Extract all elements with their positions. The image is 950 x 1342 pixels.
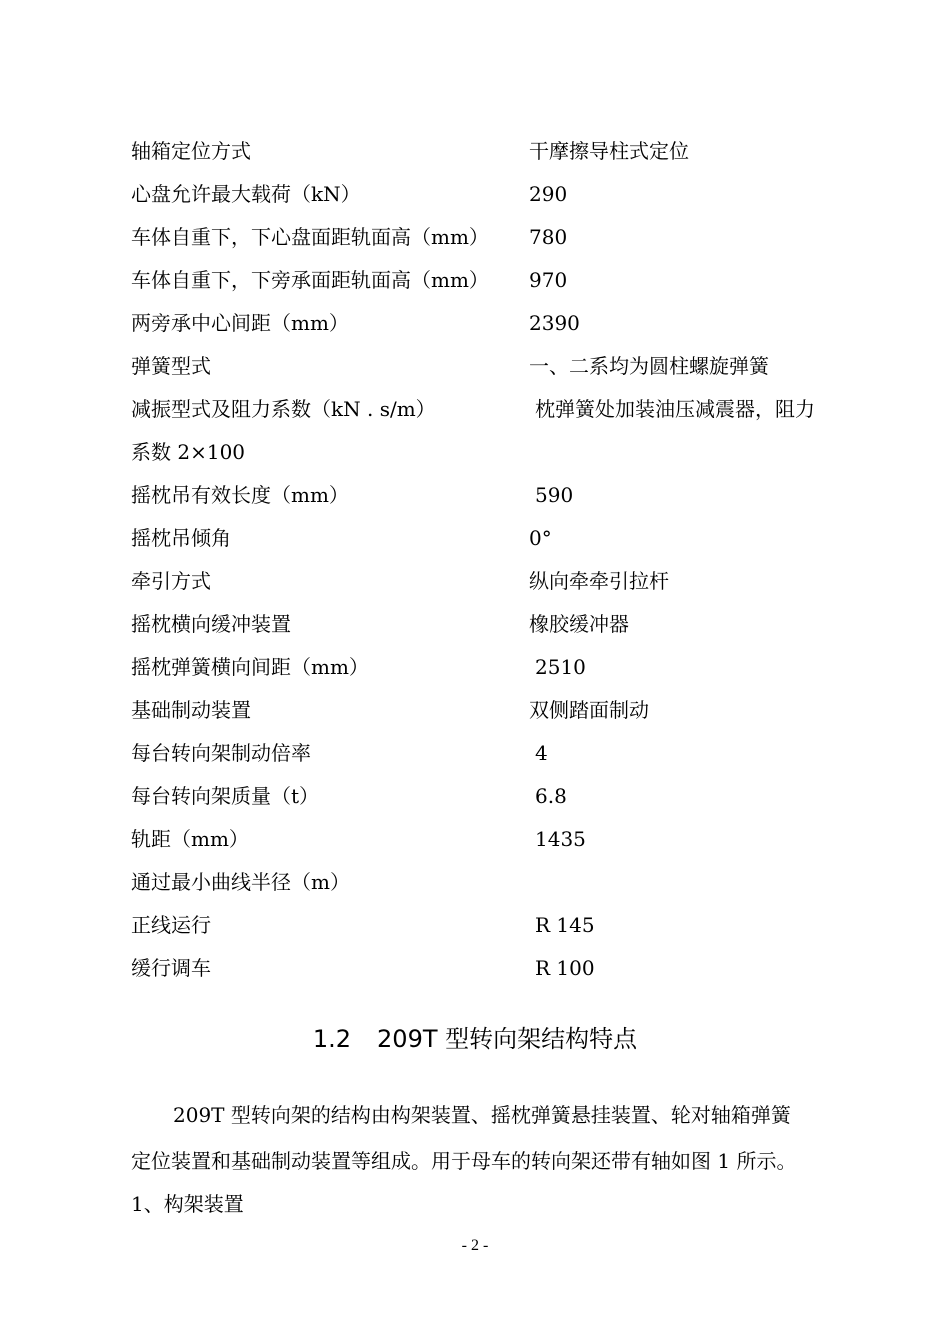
spec-value: 780 [529,225,568,249]
section-title: 209T 型转向架结构特点 [377,1025,638,1053]
spec-row [0,652,950,682]
spec-label: 基础制动装置 [131,698,251,722]
spec-value: 0° [529,526,552,550]
spec-value: 290 [529,182,568,206]
spec-row [0,308,950,338]
spec-label: 正线运行 [131,913,211,937]
spec-value: 枕弹簧处加装油压减震器，阻力 [535,397,815,421]
spec-value: 590 [535,483,574,507]
spec-label: 摇枕横向缓冲装置 [131,612,291,636]
spec-value: 一、二系均为圆柱螺旋弹簧 [529,354,769,378]
spec-value: 1435 [535,827,586,851]
spec-row [0,394,950,424]
spec-label: 牵引方式 [131,569,211,593]
spec-row [0,523,950,553]
spec-value: 双侧踏面制动 [529,698,649,722]
spec-value: 970 [529,268,568,292]
spec-label: 轴箱定位方式 [131,139,251,163]
spec-row [0,953,950,983]
page-number: - 2 - [461,1237,489,1254]
spec-row [0,824,950,854]
spec-value: 6.8 [535,784,567,808]
spec-row [0,609,950,639]
spec-value: R 100 [535,956,595,980]
spec-label: 两旁承中心间距（mm） [131,311,349,335]
spec-label: 轨距（mm） [131,827,249,851]
spec-label: 每台转向架质量（t） [131,784,320,808]
spec-value: 2390 [529,311,580,335]
spec-value: 橡胶缓冲器 [529,612,629,636]
spec-value: 干摩擦导柱式定位 [529,139,689,163]
spec-label: 每台转向架制动倍率 [131,741,311,765]
spec-label: 摇枕吊倾角 [131,526,231,550]
spec-label: 弹簧型式 [131,354,211,378]
spec-value: 4 [535,741,548,765]
spec-row [0,179,950,209]
spec-label: 心盘允许最大载荷（kN） [131,182,361,206]
spec-label: 减振型式及阻力系数（kN . s/m） [131,397,436,421]
paragraph-line: 209T 型转向架的结构由构架装置、摇枕弹簧悬挂装置、轮对轴箱弹簧 [173,1103,791,1127]
paragraph-line: 定位装置和基础制动装置等组成。用于母车的转向架还带有轴如图 1 所示。 [131,1149,797,1173]
spec-row [0,566,950,596]
spec-label: 车体自重下，下旁承面距轨面高（mm） [131,268,489,292]
spec-row [0,738,950,768]
spec-value: 2510 [535,655,586,679]
section-heading [0,1022,950,1056]
spec-label: 缓行调车 [131,956,211,980]
spec-label: 摇枕吊有效长度（mm） [131,483,349,507]
spec-row [0,695,950,725]
spec-label: 摇枕弹簧横向间距（mm） [131,655,369,679]
spec-row [0,867,950,897]
spec-row [0,136,950,166]
spec-row [0,781,950,811]
section-number: 1.2 [312,1025,352,1053]
spec-row [0,222,950,252]
spec-value: 纵向牵牵引拉杆 [529,569,669,593]
spec-row [0,910,950,940]
spec-row [0,265,950,295]
spec-row [0,480,950,510]
spec-value: R 145 [535,913,595,937]
subheading: 1、构架装置 [131,1192,244,1216]
spec-row [0,351,950,381]
spec-label: 车体自重下，下心盘面距轨面高（mm） [131,225,489,249]
spec-continuation: 系数 2×100 [131,440,246,464]
spec-label: 通过最小曲线半径（m） [131,870,350,894]
